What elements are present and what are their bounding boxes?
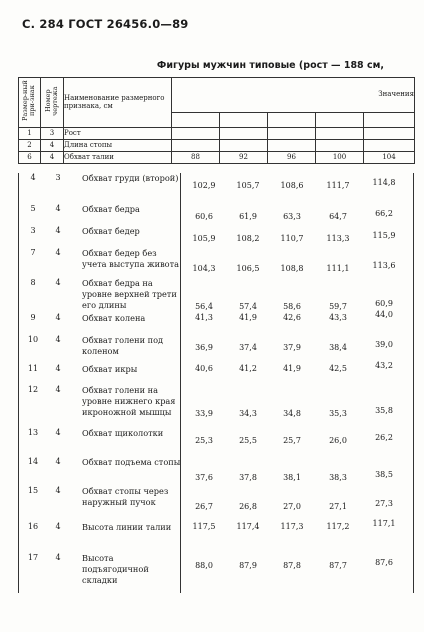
col-header-values: Значения [172, 78, 415, 113]
row-measure-name: Обхват колена [82, 313, 146, 323]
row-measure-name: Обхват икры [82, 364, 138, 374]
row-value: 87,9 [239, 561, 257, 570]
col-header-num: Размер-ный при-знак [19, 78, 41, 128]
row-drawing-number: 3 [55, 173, 61, 182]
row-value: 117,1 [372, 519, 396, 528]
row-value: 35,8 [375, 406, 393, 415]
row-value: 104,3 [192, 264, 216, 273]
page-header: С. 284 ГОСТ 26456.0—89 [22, 17, 189, 31]
row-drawing-number: 4 [55, 428, 61, 437]
row-value: 38,3 [329, 473, 347, 482]
row-value: 37,8 [239, 473, 257, 482]
row-value: 59,7 [329, 302, 347, 311]
row-value: 102,9 [192, 181, 216, 190]
row-value: 111,7 [326, 181, 350, 190]
row-value: 111,1 [326, 264, 350, 273]
waist-size: 88 [172, 152, 220, 164]
row-value: 41,9 [283, 364, 301, 373]
row-drawing-number: 4 [55, 457, 61, 466]
row-value: 35,3 [329, 409, 347, 418]
row-measure-name: Обхват бедер без учета выступа живота [82, 248, 180, 269]
waist-size: 104 [364, 152, 415, 164]
row-value: 87,6 [375, 558, 393, 567]
row-number: 8 [30, 278, 36, 287]
row-value: 27,0 [283, 502, 301, 511]
row-value: 117,2 [326, 522, 350, 531]
row-value: 41,2 [239, 364, 257, 373]
row-value: 63,3 [283, 212, 301, 221]
header-table [18, 77, 415, 164]
row-drawing-number: 4 [55, 248, 61, 257]
row-value: 114,8 [372, 178, 396, 187]
row-value: 34,8 [283, 409, 301, 418]
row-value: 26,0 [329, 436, 347, 445]
row-value: 113,6 [372, 261, 396, 270]
row-drawing-number: 4 [55, 385, 61, 394]
row-value: 110,7 [280, 234, 304, 243]
row-value: 41,9 [239, 313, 257, 322]
row-value: 26,7 [195, 502, 213, 511]
row-number: 4 [30, 173, 36, 182]
row-value: 27,3 [375, 499, 393, 508]
row-number: 15 [27, 486, 39, 495]
row-value: 88,0 [195, 561, 213, 570]
row-value: 108,6 [280, 181, 304, 190]
row-value: 42,5 [329, 364, 347, 373]
fixed-row: 1 3 Рост [19, 128, 415, 140]
row-measure-name: Обхват бедра [82, 204, 140, 214]
fixed-row-waist: 6 4 Обхват талии 88 92 96 100 104 [19, 152, 415, 164]
row-number: 17 [27, 553, 39, 562]
row-value: 117,5 [192, 522, 216, 531]
row-value: 64,7 [329, 212, 347, 221]
row-value: 108,8 [280, 264, 304, 273]
row-value: 25,7 [283, 436, 301, 445]
row-measure-name: Обхват щиколотки [82, 428, 164, 438]
row-number: 10 [27, 335, 39, 344]
row-drawing-number: 4 [55, 486, 61, 495]
waist-size: 96 [268, 152, 316, 164]
row-value: 66,2 [375, 209, 393, 218]
row-measure-name: Обхват груди (второй) [82, 173, 179, 183]
col-header-name: Наименование размерного признака, см [64, 78, 172, 128]
row-value: 117,4 [236, 522, 260, 531]
row-measure-name: Обхват бедра на уровне верхней трети его длины [82, 278, 177, 310]
row-value: 36,9 [195, 343, 213, 352]
row-value: 38,1 [283, 473, 301, 482]
row-value: 117,3 [280, 522, 304, 531]
row-number: 9 [30, 313, 36, 322]
row-value: 41,3 [195, 313, 213, 322]
row-value: 38,5 [375, 470, 393, 479]
row-value: 37,9 [283, 343, 301, 352]
row-number: 3 [30, 226, 36, 235]
row-value: 60,9 [375, 299, 393, 308]
row-measure-name: Обхват голени на уровне нижнего края икроножной мышцы [82, 385, 176, 417]
row-value: 87,8 [283, 561, 301, 570]
waist-size: 100 [316, 152, 364, 164]
measurement-body [18, 173, 414, 593]
row-value: 38,4 [329, 343, 347, 352]
row-value: 108,2 [236, 234, 260, 243]
row-value: 39,0 [375, 340, 393, 349]
row-measure-name: Высота линии талии [82, 522, 172, 532]
row-drawing-number: 4 [55, 278, 61, 287]
row-value: 26,8 [239, 502, 257, 511]
row-number: 13 [27, 428, 39, 437]
row-measure-name: Высота подъягодичной складки [82, 553, 149, 585]
row-value: 57,4 [239, 302, 257, 311]
waist-size: 92 [220, 152, 268, 164]
fixed-row: 2 4 Длина стопы [19, 140, 415, 152]
row-value: 40,6 [195, 364, 213, 373]
row-value: 26,2 [375, 433, 393, 442]
row-drawing-number: 4 [55, 335, 61, 344]
row-number: 16 [27, 522, 39, 531]
row-value: 113,3 [326, 234, 350, 243]
row-value: 34,3 [239, 409, 257, 418]
row-value: 42,6 [283, 313, 301, 322]
row-value: 43,3 [329, 313, 347, 322]
row-value: 115,9 [372, 231, 396, 240]
row-value: 56,4 [195, 302, 213, 311]
row-measure-name: Обхват голени под коленом [82, 335, 164, 356]
row-drawing-number: 4 [55, 553, 61, 562]
row-drawing-number: 4 [55, 522, 61, 531]
row-measure-name: Обхват подъема стопы [82, 457, 181, 467]
row-value: 25,3 [195, 436, 213, 445]
row-value: 27,1 [329, 502, 347, 511]
col-header-chap: Номер чертежа [41, 78, 64, 128]
row-value: 105,9 [192, 234, 216, 243]
row-drawing-number: 4 [55, 226, 61, 235]
row-number: 11 [27, 364, 39, 373]
row-drawing-number: 4 [55, 204, 61, 213]
table-title: Фигуры мужчин типовые (рост — 188 см, [156, 60, 384, 71]
row-value: 60,6 [195, 212, 213, 221]
row-number: 14 [27, 457, 39, 466]
row-value: 25,5 [239, 436, 257, 445]
row-value: 61,9 [239, 212, 257, 221]
row-number: 12 [27, 385, 39, 394]
row-value: 105,7 [236, 181, 260, 190]
row-value: 44,0 [375, 310, 393, 319]
row-value: 37,4 [239, 343, 257, 352]
row-measure-name: Обхват стопы через наружный пучок [82, 486, 169, 507]
row-value: 33,9 [195, 409, 213, 418]
row-number: 7 [30, 248, 36, 257]
row-value: 106,5 [236, 264, 260, 273]
row-value: 37,6 [195, 473, 213, 482]
row-drawing-number: 4 [55, 364, 61, 373]
row-value: 58,6 [283, 302, 301, 311]
row-number: 5 [30, 204, 36, 213]
row-drawing-number: 4 [55, 313, 61, 322]
row-value: 87,7 [329, 561, 347, 570]
row-measure-name: Обхват бедер [82, 226, 140, 236]
row-value: 43,2 [375, 361, 393, 370]
